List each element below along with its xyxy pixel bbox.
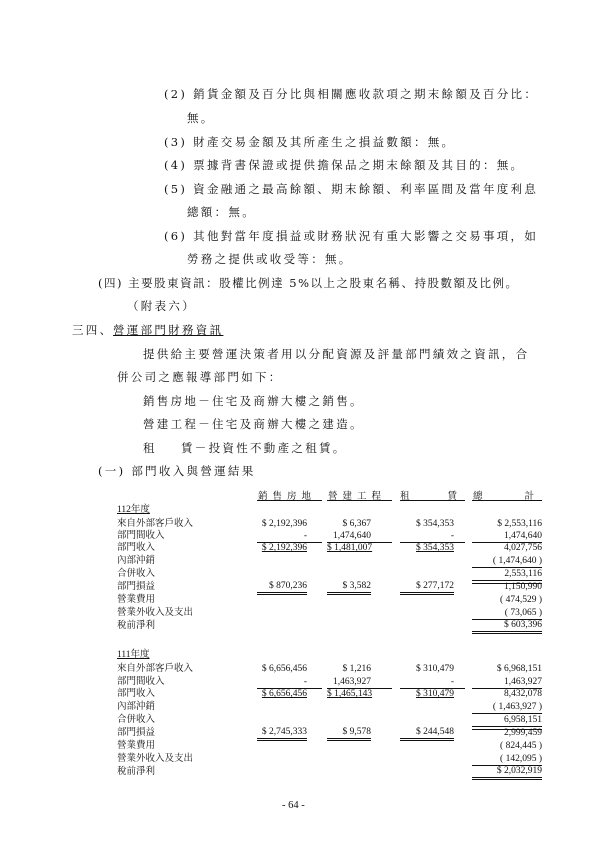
cell-sales: - [303, 531, 307, 541]
item-5-line1: (5) 資金融通之最高餘額、期末餘額、利率區間及當年度利息 [164, 182, 539, 196]
item-2-line2: 無。 [187, 111, 215, 125]
cell-total: 2,999,459 [504, 728, 542, 738]
cell-sales: $ 6,656,456 [261, 664, 307, 674]
cell-construction: $ 6,367 [342, 519, 371, 529]
cell-construction: $ 9,578 [327, 727, 371, 741]
cell-construction: $ 3,582 [327, 581, 371, 595]
cell-total: $ 2,032,919 [472, 766, 542, 780]
section-34-title: 營運部門財務資訊 [113, 323, 224, 337]
cell-rental: $ 354,353 [416, 519, 454, 529]
row-label: 營業費用 [117, 741, 156, 751]
cell-sales: $ 870,236 [257, 581, 307, 595]
item-6-line1: (6) 其他對當年度損益或財務狀況有重大影響之交易事項，如 [164, 229, 539, 243]
section-four: (四) 主要股東資訊：股權比例達 5%以上之股東名稱、持股數額及比例。 [98, 276, 519, 290]
cell-total: ( 142,095 ) [500, 754, 542, 764]
page-number: - 64 - [282, 800, 305, 811]
cell-total: $ 6,968,151 [496, 664, 542, 674]
item-4: (4) 票據背書保證或提供擔保品之期末餘額及其目的：無。 [164, 158, 525, 172]
cell-total: 6,958,151 [504, 715, 542, 725]
header-rule-1 [257, 500, 322, 501]
item-6-line2: 勞務之提供或收受等：無。 [187, 252, 353, 266]
intro-line1: 提供給主要營運決策者用以分配資源及評量部門績效之資訊，合 [143, 347, 530, 361]
row-label: 合併收入 [117, 569, 156, 579]
row-label: 來自外部客戶收入 [117, 664, 194, 674]
row-label: 內部沖銷 [117, 556, 156, 566]
cell-construction: $ 1,216 [342, 664, 371, 674]
cell-construction: $ 1,465,143 [327, 689, 373, 699]
cell-total: 1,150,990 [504, 582, 542, 592]
cell-total: ( 474,529 ) [500, 595, 542, 605]
row-label: 營業外收入及支出 [117, 608, 194, 618]
row-label: 合併收入 [117, 715, 156, 725]
header-total: 總計 [473, 491, 577, 502]
cell-total: 2,553,116 [504, 569, 542, 579]
header-rental: 租賃 [400, 491, 496, 502]
cell-total: $ 603,396 [472, 620, 542, 634]
appendix-ref: （附表六） [127, 299, 196, 313]
subsection-one: (一) 部門收入與營運結果 [98, 464, 256, 478]
row-label: 營業外收入及支出 [117, 754, 194, 764]
cell-total: ( 1,463,927 ) [492, 702, 542, 712]
rule [400, 542, 465, 543]
cell-total: 4,027,756 [504, 543, 542, 553]
row-label: 部門損益 [117, 728, 156, 738]
header-rule-3 [400, 500, 465, 501]
cell-rental: - [450, 531, 454, 541]
cell-rental: $ 310,479 [416, 664, 454, 674]
cell-total: ( 1,474,640 ) [492, 556, 542, 566]
cell-total: 8,432,078 [504, 689, 542, 699]
cell-rental: $ 310,479 [416, 689, 454, 699]
item-2-line1: (2) 銷貨金額及百分比與相關應收款項之期末餘額及百分比： [164, 87, 539, 101]
rule [257, 542, 322, 543]
header-sales: 銷售房地 [258, 491, 317, 502]
section-34-number: 三四、 [72, 323, 114, 337]
cell-sales: $ 2,745,333 [257, 727, 307, 741]
cell-total: 1,463,927 [504, 677, 542, 687]
row-label: 稅前淨利 [117, 621, 156, 631]
row-label: 部門間收入 [117, 677, 165, 687]
cell-sales: $ 6,656,456 [261, 689, 307, 699]
rule [327, 542, 392, 543]
cell-total: ( 824,445 ) [500, 741, 542, 751]
cell-construction: 1,463,927 [333, 677, 371, 687]
segment-rental-b: 賃－投資性不動產之租賃。 [181, 441, 347, 455]
item-5-line2: 總額：無。 [187, 205, 256, 219]
segment-sales: 銷售房地－住宅及商辦大樓之銷售。 [143, 394, 364, 408]
item-3: (3) 財產交易金額及其所產生之損益數額：無。 [164, 135, 456, 149]
year-111-title: 111年度 [117, 650, 150, 660]
row-label: 部門收入 [117, 543, 156, 553]
row-label: 部門損益 [117, 582, 156, 592]
year-112-title: 112年度 [117, 505, 150, 515]
row-label: 稅前淨利 [117, 767, 156, 777]
cell-rental: - [450, 677, 454, 687]
cell-total: 1,474,640 [504, 531, 542, 541]
cell-total: ( 73,065 ) [504, 608, 542, 618]
cell-sales: $ 2,192,396 [261, 519, 307, 529]
header-construction: 營建工程 [328, 491, 387, 502]
cell-rental: $ 244,548 [400, 727, 454, 741]
cell-rental: $ 354,353 [416, 543, 454, 553]
cell-construction: 1,474,640 [333, 531, 371, 541]
row-label: 來自外部客戶收入 [117, 519, 194, 529]
cell-total: $ 2,553,116 [497, 519, 542, 529]
header-rule-4 [472, 500, 542, 501]
cell-sales: - [303, 677, 307, 687]
cell-rental: $ 277,172 [400, 581, 454, 595]
cell-sales: $ 2,192,396 [261, 543, 307, 553]
row-label: 營業費用 [117, 595, 156, 605]
row-label: 內部沖銷 [117, 702, 156, 712]
cell-construction: $ 1,481,007 [327, 543, 373, 553]
row-label: 部門間收入 [117, 531, 165, 541]
segment-construction: 營建工程－住宅及商辦大樓之建造。 [143, 417, 364, 431]
header-rule-2 [327, 500, 392, 501]
row-label: 部門收入 [117, 689, 156, 699]
intro-line2: 併公司之應報導部門如下： [117, 370, 283, 384]
segment-rental-a: 租 [143, 441, 157, 455]
